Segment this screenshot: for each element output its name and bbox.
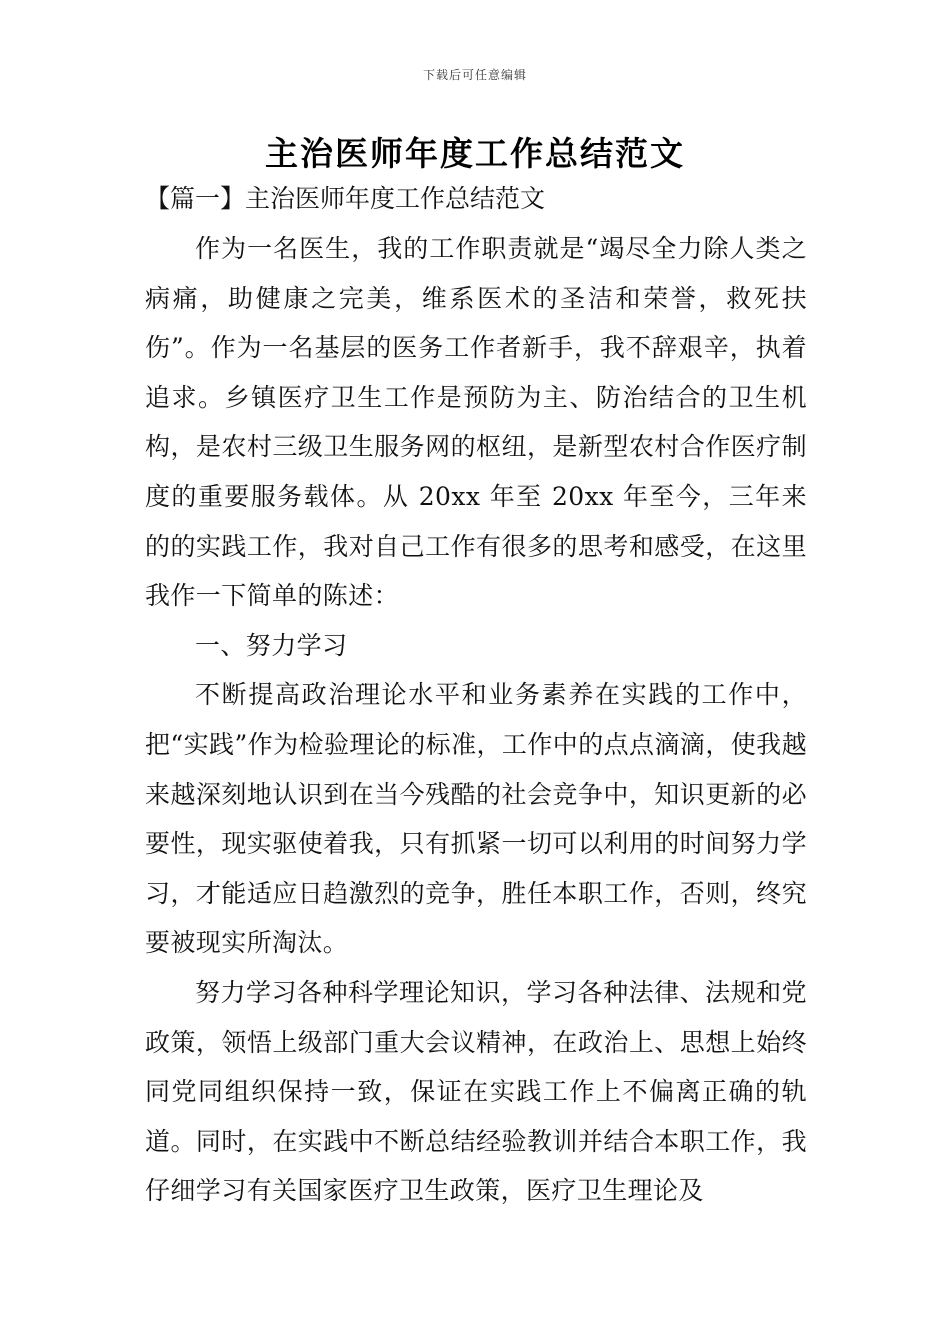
document-body <box>145 224 807 1216</box>
paragraph-study-1: 不断提高政治理论水平和业务素养在实践的工作中，把“实践”作为检验理论的标准，工作中的点点滴滴，使我越来越深刻地认识到在当今残酷的社会竞争中，知识更新的必要性，现实驱使着我，只有抓紧一切可以利用的时间努力学习，才能适应日趋激烈的竞争，胜任本职工作，否则，终究要被现实所淘汰。 <box>145 680 807 958</box>
header-note: 下载后可任意编辑 <box>422 68 527 82</box>
document-title: 主治医师年度工作总结范文 <box>265 134 685 173</box>
section-subtitle: 【篇一】主治医师年度工作总结范文 <box>145 184 546 213</box>
paragraph-study-2: 努力学习各种科学理论知识，学习各种法律、法规和党政策，领悟上级部门重大会议精神，在政治上、思想上始终同党同组织保持一致，保证在实践工作上不偏离正确的轨道。同时，在实践中不断总结经验教训并结合本职工作，我仔细学习有关国家医疗卫生政策，医疗卫生理论及 <box>145 977 807 1206</box>
section-heading-study: 一、努力学习 <box>195 630 348 660</box>
paragraph-intro: 作为一名医生，我的工作职责就是“竭尽全力除人类之病痛，助健康之完美，维系医术的圣洁和荣誉，救死扶伤”。作为一名基层的医务工作者新手，我不辞艰辛，执着追求。乡镇医疗卫生工作是预防为主、防治结合的卫生机构，是农村三级卫生服务网的枢纽，是新型农村合作医疗制度的重要服务载体。从 20xx 年至 20xx 年至今，三年来的的实践工作，我对自己工作有很多的思考和感受，在这里我作一下简单的陈述： <box>145 234 807 611</box>
